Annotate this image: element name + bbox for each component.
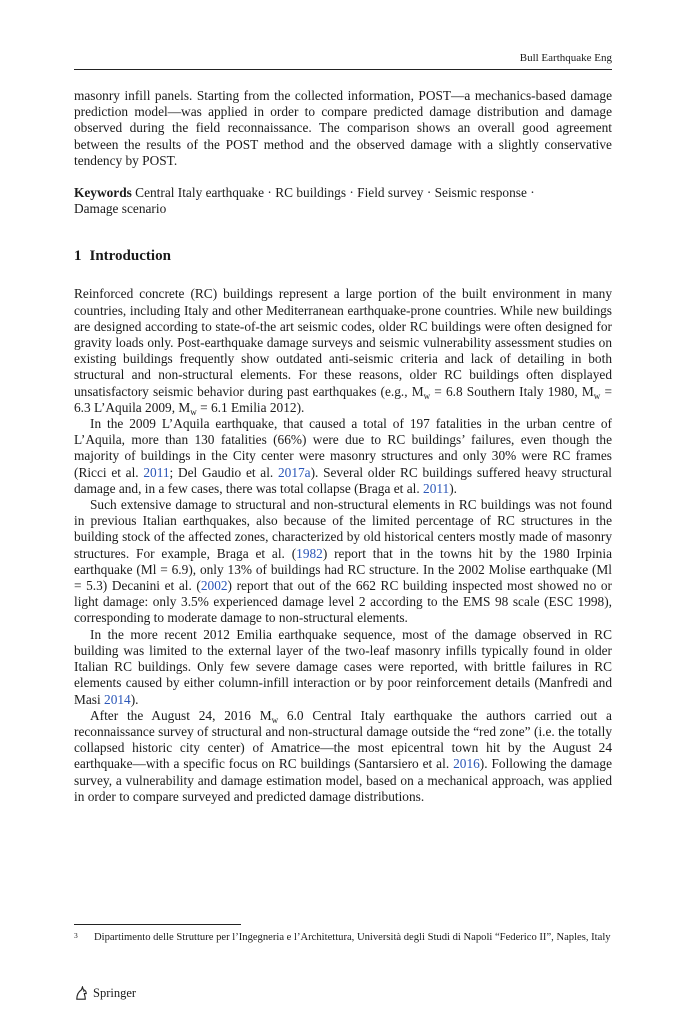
section-title: Introduction: [89, 248, 171, 265]
footnote: [74, 931, 612, 945]
citation-link[interactable]: 2011: [143, 464, 170, 480]
paragraph-1: Reinforced concrete (RC) buildings represent a large portion of the built environment in many countries, including Italy and other Mediterranean earthquake-prone countries. While new buildings are designed according to state-of-the art seismic codes, older RC buildings were often designed for gravity loads only. Post-earthquake damage surveys and seismic vulnerability assessment studies on existing buildings frequently show outdated anti-seismic criteria and lack of detailing in both structural and non-structural elements. For these reasons, older RC buildings often displayed unsatisfactory seismic behavior during past earthquakes (e.g., $M_w = 6.8$ Southern Italy 1980, $M_w = 6.3$ L’Aquila 2009, $M_w = 6.1$ Emilia 2012).: [74, 286, 612, 417]
publisher-mark: [74, 986, 136, 1001]
citation-link[interactable]: 2011: [423, 480, 450, 496]
footnote-rule: [74, 924, 241, 925]
running-head-journal: Bull Earthquake Eng: [519, 52, 612, 64]
paragraph-4: In the more recent 2012 Emilia earthquake sequence, most of the damage observed in RC building was limited to the external layer of the two-leaf masonry infills typically found in older Italian RC buildings. Only few severe damage cases were reported, with brittle failures in RC elements caused by either column-infill interaction or by poor reinforcement details (Manfredi and Masi 2014).: [74, 626, 612, 707]
citation-link[interactable]: 2017a: [277, 464, 311, 480]
footnote-mark: 3: [74, 931, 78, 940]
paragraph-5: After the August 24, 2016 $M_w$ 6.0 Central Italy earthquake the authors carried out a reconnaissance survey of structural and non-structural damage outside the “red zone” (i.e. the totally collapsed historic city center) of Amatrice—the most epicentral town hit by the August 24 earthquake—with a specific focus on RC buildings (Santarsiero et al. 2016). Following the damage survey, a vulnerability and damage estimation model, based on a mechanical approach, was applied in order to compare surveyed and predicted damage distributions.: [74, 707, 613, 804]
section-heading: [74, 247, 612, 265]
paragraph-2: In the 2009 L’Aquila earthquake, that caused a total of 197 fatalities in the urban centre of L’Aquila, more than 130 fatalities (66%) were due to RC buildings’ failures, even though the majority of buildings in the City center were masonry structures and only 30% were RC frames (Ricci et al. 2011; Del Gaudio et al. 2017a). Several older RC buildings suffered heavy structural damage and, in a few cases, there was total collapse (Braga et al. 2011).: [74, 416, 612, 496]
citation-link[interactable]: 2016: [453, 756, 480, 772]
paragraph-3: Such extensive damage to structural and non-structural elements in RC buildings was not found in previous Italian earthquakes, also because of the limited percentage of RC structures in the building stock of the affected zones, characterized by old historical centers mostly made of masonry structures. For example, Braga et al. (1982) report that in the towns hit by the 1980 Irpinia earthquake (Ml = 6.9), only 13% of buildings had RC structure. In the 2002 Molise earthquake (Ml = 5.3) Decanini et al. (2002) report that out of the 662 RC building inspected most showed no or light damage: only 3.5% experienced damage level 2 according to the EMS 98 scale (ESC 1998), corresponding to moderate damage to non-structural elements.: [74, 497, 613, 626]
footnote-text: Dipartimento delle Strutture per l’Ingegneria e l’Architettura, Università degli Studi di Napoli “Federico II”, Naples, Italy: [94, 932, 611, 943]
citation-link[interactable]: 2002: [200, 578, 228, 594]
citation-link[interactable]: 1982: [296, 545, 323, 561]
section-number: 1: [74, 248, 82, 265]
citation-link[interactable]: 2014: [104, 691, 131, 707]
keywords-label: Keywords: [74, 185, 132, 201]
header-rule: [74, 69, 612, 70]
keywords-list: Central Italy earthquake · RC buildings · Field survey · Seismic response · Damage scenario: [74, 185, 535, 217]
springer-horse-icon: [74, 986, 89, 1001]
keywords: [74, 185, 544, 217]
page-body: [74, 88, 612, 805]
abstract-text: masonry infill panels. Starting from the collected information, POST—a mechanics-based damage prediction model—was applied in order to compare predicted damage distribution and damage observed during the field reconnaissance. The comparison shows an overall good agreement between the results of the POST method and the observed damage with a slightly conservative tendency by POST.: [74, 88, 612, 168]
publisher-name: Springer: [93, 986, 137, 1000]
